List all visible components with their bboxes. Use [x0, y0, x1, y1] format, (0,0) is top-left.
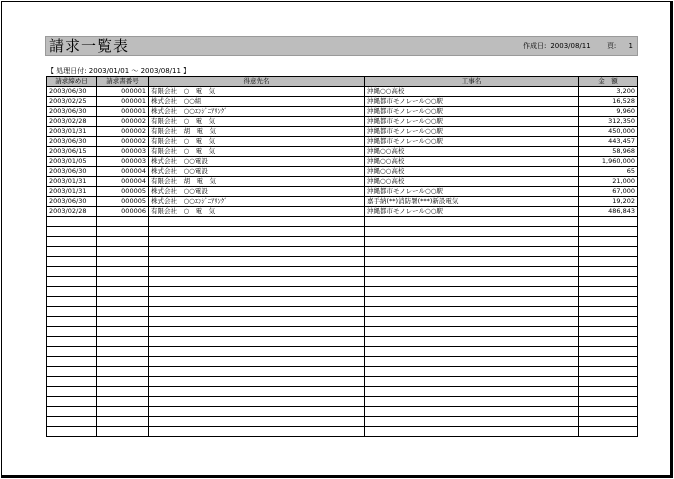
- empty-cell: [47, 247, 97, 257]
- table-row: [47, 117, 638, 127]
- table-row: [47, 157, 638, 167]
- col-header-amount: 金 額: [579, 77, 638, 87]
- billing-date-cell: 2003/06/30: [47, 167, 97, 177]
- empty-cell: [149, 227, 365, 237]
- table-row: [47, 147, 638, 157]
- customer-cell: 株式会社 ○○ｴﾝｼﾞﾆｱﾘﾝｸﾞ: [149, 197, 365, 207]
- amount-cell: 3,200: [579, 87, 638, 97]
- empty-cell: [579, 287, 638, 297]
- empty-cell: [579, 427, 638, 437]
- table-header-row: [47, 77, 638, 87]
- project-cell: 沖縄都市モノレール○○駅: [365, 117, 579, 127]
- empty-cell: [365, 257, 579, 267]
- empty-table-row: [47, 407, 638, 417]
- amount-cell: 9,960: [579, 107, 638, 117]
- billing-date-cell: 2003/02/28: [47, 117, 97, 127]
- report-meta: [519, 37, 633, 55]
- billing-date-cell: 2003/06/30: [47, 107, 97, 117]
- empty-cell: [47, 377, 97, 387]
- customer-cell: 有限会社 ○ 電 気: [149, 147, 365, 157]
- amount-cell: 16,528: [579, 97, 638, 107]
- project-cell: 沖縄○○高校: [365, 147, 579, 157]
- empty-cell: [97, 317, 149, 327]
- invoice-number-cell: 000006: [97, 207, 149, 217]
- empty-table-row: [47, 377, 638, 387]
- amount-cell: 450,000: [579, 127, 638, 137]
- empty-cell: [579, 397, 638, 407]
- table-row: [47, 177, 638, 187]
- empty-cell: [579, 237, 638, 247]
- empty-table-row: [47, 387, 638, 397]
- empty-cell: [97, 277, 149, 287]
- empty-table-row: [47, 217, 638, 227]
- empty-table-row: [47, 417, 638, 427]
- empty-cell: [365, 357, 579, 367]
- empty-cell: [579, 417, 638, 427]
- empty-cell: [149, 257, 365, 267]
- empty-cell: [365, 297, 579, 307]
- empty-cell: [149, 377, 365, 387]
- table-row: [47, 137, 638, 147]
- project-cell: 沖縄○○高校: [365, 87, 579, 97]
- empty-cell: [149, 397, 365, 407]
- empty-cell: [47, 267, 97, 277]
- invoice-number-cell: 000001: [97, 87, 149, 97]
- empty-cell: [97, 417, 149, 427]
- empty-cell: [149, 387, 365, 397]
- empty-cell: [47, 307, 97, 317]
- empty-cell: [97, 367, 149, 377]
- empty-cell: [579, 347, 638, 357]
- table-row: [47, 187, 638, 197]
- empty-cell: [579, 227, 638, 237]
- invoice-table: [46, 76, 638, 437]
- customer-cell: 有限会社 ○ 電 気: [149, 137, 365, 147]
- empty-cell: [97, 427, 149, 437]
- empty-cell: [365, 337, 579, 347]
- empty-table-row: [47, 297, 638, 307]
- empty-cell: [97, 327, 149, 337]
- empty-cell: [149, 357, 365, 367]
- empty-cell: [47, 397, 97, 407]
- report-title: 請求一覧表: [49, 37, 130, 55]
- amount-cell: 19,202: [579, 197, 638, 207]
- empty-table-row: [47, 247, 638, 257]
- empty-table-row: [47, 287, 638, 297]
- empty-cell: [97, 237, 149, 247]
- invoice-number-cell: 000003: [97, 147, 149, 157]
- project-cell: 沖縄都市モノレール○○駅: [365, 187, 579, 197]
- table-row: [47, 107, 638, 117]
- empty-cell: [365, 217, 579, 227]
- empty-cell: [365, 317, 579, 327]
- customer-cell: 有限会社 ○ 電 気: [149, 87, 365, 97]
- empty-cell: [149, 297, 365, 307]
- empty-table-row: [47, 427, 638, 437]
- empty-cell: [97, 227, 149, 237]
- empty-cell: [47, 417, 97, 427]
- empty-cell: [97, 357, 149, 367]
- empty-cell: [149, 337, 365, 347]
- customer-cell: 有限会社 胡 電 気: [149, 127, 365, 137]
- empty-table-row: [47, 317, 638, 327]
- empty-cell: [47, 427, 97, 437]
- table-row: [47, 207, 638, 217]
- empty-cell: [365, 277, 579, 287]
- invoice-number-cell: 000003: [97, 157, 149, 167]
- project-cell: 沖縄都市モノレール○○駅: [365, 97, 579, 107]
- empty-table-row: [47, 267, 638, 277]
- invoice-number-cell: 000004: [97, 177, 149, 187]
- amount-cell: 21,000: [579, 177, 638, 187]
- report-sheet: [1, 1, 673, 478]
- empty-cell: [149, 407, 365, 417]
- amount-cell: 58,968: [579, 147, 638, 157]
- created-label: 作成日:: [522, 42, 547, 50]
- invoice-number-cell: 000002: [97, 127, 149, 137]
- page-number: 1: [628, 42, 633, 50]
- empty-cell: [579, 247, 638, 257]
- table-row: [47, 167, 638, 177]
- empty-cell: [365, 307, 579, 317]
- empty-cell: [579, 407, 638, 417]
- billing-date-cell: 2003/01/31: [47, 187, 97, 197]
- customer-cell: 株式会社 ○○電設: [149, 157, 365, 167]
- empty-cell: [47, 287, 97, 297]
- empty-table-row: [47, 337, 638, 347]
- empty-table-row: [47, 327, 638, 337]
- empty-cell: [365, 377, 579, 387]
- table-row: [47, 97, 638, 107]
- empty-cell: [579, 317, 638, 327]
- empty-cell: [149, 307, 365, 317]
- empty-table-row: [47, 237, 638, 247]
- customer-cell: 有限会社 ○ 電 気: [149, 207, 365, 217]
- project-cell: 沖縄都市モノレール○○駅: [365, 107, 579, 117]
- empty-cell: [365, 237, 579, 247]
- empty-cell: [579, 337, 638, 347]
- col-header-billing-date: 請求締め日: [47, 77, 97, 87]
- customer-cell: 株式会社 ○○ｴﾝｼﾞﾆｱﾘﾝｸﾞ: [149, 107, 365, 117]
- empty-cell: [47, 407, 97, 417]
- empty-cell: [149, 367, 365, 377]
- empty-cell: [149, 427, 365, 437]
- empty-cell: [365, 247, 579, 257]
- billing-date-cell: 2003/02/25: [47, 97, 97, 107]
- project-cell: 沖縄○○高校: [365, 177, 579, 187]
- empty-cell: [47, 297, 97, 307]
- empty-cell: [149, 327, 365, 337]
- invoice-number-cell: 000001: [97, 107, 149, 117]
- processing-period: 【 処理日付: 2003/01/01 ～ 2003/08/11 】: [47, 67, 191, 75]
- project-cell: 沖縄都市モノレール○○駅: [365, 137, 579, 147]
- empty-cell: [97, 397, 149, 407]
- customer-cell: 有限会社 胡 電 気: [149, 177, 365, 187]
- amount-cell: 443,457: [579, 137, 638, 147]
- empty-cell: [579, 217, 638, 227]
- empty-cell: [579, 257, 638, 267]
- empty-cell: [365, 397, 579, 407]
- empty-cell: [365, 407, 579, 417]
- empty-cell: [47, 387, 97, 397]
- empty-cell: [97, 267, 149, 277]
- billing-date-cell: 2003/06/15: [47, 147, 97, 157]
- empty-cell: [47, 217, 97, 227]
- empty-cell: [149, 317, 365, 327]
- empty-cell: [97, 217, 149, 227]
- created-date: 2003/08/11: [550, 42, 591, 50]
- empty-cell: [365, 417, 579, 427]
- invoice-number-cell: 000002: [97, 137, 149, 147]
- invoice-number-cell: 000002: [97, 117, 149, 127]
- empty-cell: [97, 287, 149, 297]
- empty-cell: [365, 287, 579, 297]
- empty-cell: [97, 297, 149, 307]
- empty-cell: [97, 377, 149, 387]
- empty-cell: [579, 327, 638, 337]
- empty-cell: [47, 257, 97, 267]
- title-bar: [45, 36, 638, 56]
- empty-cell: [365, 347, 579, 357]
- empty-cell: [47, 347, 97, 357]
- empty-cell: [97, 347, 149, 357]
- empty-cell: [97, 337, 149, 347]
- empty-cell: [97, 257, 149, 267]
- empty-cell: [47, 367, 97, 377]
- empty-cell: [365, 427, 579, 437]
- customer-cell: 有限会社 ○ 電 気: [149, 117, 365, 127]
- empty-cell: [579, 387, 638, 397]
- billing-date-cell: 2003/02/28: [47, 207, 97, 217]
- empty-cell: [365, 227, 579, 237]
- empty-cell: [47, 327, 97, 337]
- empty-cell: [579, 377, 638, 387]
- billing-date-cell: 2003/01/05: [47, 157, 97, 167]
- billing-date-cell: 2003/06/30: [47, 197, 97, 207]
- empty-cell: [149, 417, 365, 427]
- table-row: [47, 87, 638, 97]
- col-header-invoice-number: 請求書番号: [97, 77, 149, 87]
- empty-table-row: [47, 347, 638, 357]
- project-cell: 沖縄都市モノレール○○駅: [365, 207, 579, 217]
- empty-table-row: [47, 397, 638, 407]
- empty-cell: [149, 347, 365, 357]
- empty-cell: [579, 307, 638, 317]
- empty-cell: [365, 387, 579, 397]
- empty-cell: [149, 217, 365, 227]
- billing-date-cell: 2003/06/30: [47, 137, 97, 147]
- empty-table-row: [47, 257, 638, 267]
- amount-cell: 486,843: [579, 207, 638, 217]
- project-cell: 沖縄都市モノレール○○駅: [365, 127, 579, 137]
- empty-table-row: [47, 277, 638, 287]
- empty-cell: [365, 327, 579, 337]
- billing-date-cell: 2003/06/30: [47, 87, 97, 97]
- empty-cell: [149, 237, 365, 247]
- empty-cell: [97, 247, 149, 257]
- table-row: [47, 197, 638, 207]
- project-cell: 沖縄○○高校: [365, 167, 579, 177]
- invoice-number-cell: 000001: [97, 97, 149, 107]
- empty-cell: [579, 357, 638, 367]
- empty-cell: [365, 367, 579, 377]
- empty-cell: [47, 227, 97, 237]
- invoice-number-cell: 000004: [97, 167, 149, 177]
- empty-table-row: [47, 357, 638, 367]
- empty-cell: [47, 317, 97, 327]
- empty-cell: [149, 277, 365, 287]
- empty-cell: [97, 407, 149, 417]
- empty-cell: [579, 277, 638, 287]
- empty-cell: [579, 297, 638, 307]
- empty-cell: [579, 267, 638, 277]
- empty-table-row: [47, 307, 638, 317]
- empty-table-row: [47, 227, 638, 237]
- empty-cell: [97, 387, 149, 397]
- billing-date-cell: 2003/01/31: [47, 127, 97, 137]
- customer-cell: 株式会社 ○○電設: [149, 187, 365, 197]
- empty-cell: [149, 267, 365, 277]
- project-cell: 沖縄○○高校: [365, 157, 579, 167]
- empty-cell: [149, 247, 365, 257]
- customer-cell: 株式会社 ○○組: [149, 97, 365, 107]
- page-label: 頁:: [606, 42, 617, 50]
- amount-cell: 312,350: [579, 117, 638, 127]
- empty-cell: [47, 337, 97, 347]
- empty-cell: [47, 237, 97, 247]
- empty-cell: [365, 267, 579, 277]
- empty-cell: [47, 277, 97, 287]
- invoice-number-cell: 000005: [97, 197, 149, 207]
- amount-cell: 1,960,000: [579, 157, 638, 167]
- table-row: [47, 127, 638, 137]
- empty-table-row: [47, 367, 638, 377]
- empty-cell: [97, 307, 149, 317]
- billing-date-cell: 2003/01/31: [47, 177, 97, 187]
- project-cell: 嘉手納(**)消防署(***)新設電気: [365, 197, 579, 207]
- empty-cell: [47, 357, 97, 367]
- empty-cell: [579, 367, 638, 377]
- empty-cell: [149, 287, 365, 297]
- amount-cell: 65: [579, 167, 638, 177]
- customer-cell: 株式会社 ○○電設: [149, 167, 365, 177]
- col-header-customer: 得意先名: [149, 77, 365, 87]
- invoice-number-cell: 000005: [97, 187, 149, 197]
- amount-cell: 67,000: [579, 187, 638, 197]
- col-header-project: 工事名: [365, 77, 579, 87]
